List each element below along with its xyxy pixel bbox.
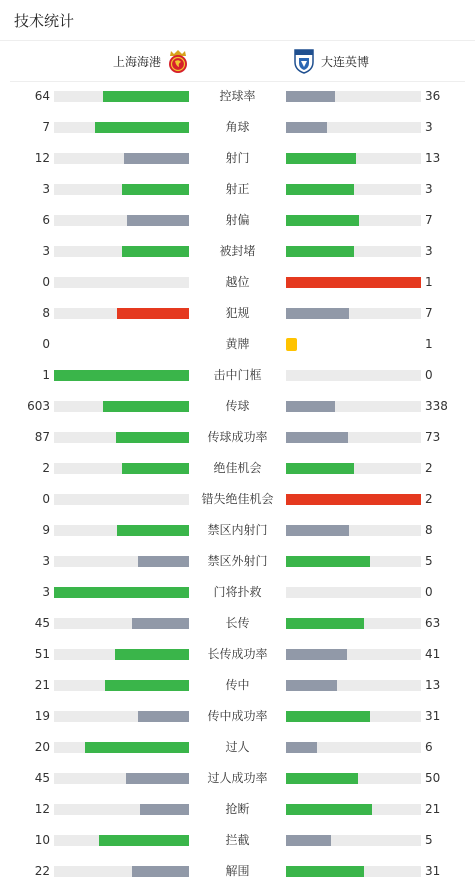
away-bar-track [286,215,421,226]
home-value: 21 [34,678,50,692]
away-bar-fill [286,680,337,691]
home-value: 19 [34,709,50,723]
home-bar-track [54,711,189,722]
stat-label: 过人成功率 [207,771,268,785]
home-value: 3 [42,244,50,258]
away-bar-track [286,184,421,195]
stat-label: 传中成功率 [207,709,268,723]
away-bar-fill [286,246,354,257]
away-bar-track [286,587,421,598]
home-value: 45 [34,771,50,785]
stat-row [0,112,475,143]
away-bar-fill [286,494,421,505]
away-bar-track [286,153,421,164]
home-bar-fill [126,773,189,784]
stats-list [0,81,475,887]
stat-label: 绝佳机会 [213,461,262,475]
away-value: 31 [425,864,441,878]
stat-label: 击中门框 [213,368,262,382]
home-bar-track [54,401,189,412]
away-value: 6 [425,740,433,754]
home-value: 87 [34,430,50,444]
away-bar-fill [286,463,354,474]
stat-row [0,143,475,174]
home-bar-track [54,463,189,474]
home-bar-track [54,525,189,536]
home-bar-track [54,649,189,660]
home-bar-track [54,91,189,102]
away-value: 21 [425,802,441,816]
away-bar-track [286,91,421,102]
away-value: 73 [425,430,441,444]
home-bar-track [54,122,189,133]
home-bar-fill [132,618,189,629]
stat-row [0,515,475,546]
stat-row [0,81,475,112]
away-value: 7 [425,213,433,227]
stat-label: 射门 [225,151,250,165]
away-bar-fill [286,215,359,226]
stat-label: 角球 [225,120,250,134]
away-value: 5 [425,833,433,847]
away-value: 5 [425,554,433,568]
away-bar-track [286,277,421,288]
away-bar-track [286,370,421,381]
home-value: 0 [42,492,50,506]
stat-row [0,484,475,515]
home-team-name: 上海海港 [112,54,161,69]
stat-label: 禁区内射门 [207,523,268,537]
away-bar-track [286,680,421,691]
home-value: 9 [42,523,50,537]
home-bar-track [54,742,189,753]
home-bar-track [54,556,189,567]
away-bar-track [286,835,421,846]
away-bar-track [286,525,421,536]
stat-label: 长传 [225,616,250,630]
stat-label: 被封堵 [219,244,256,258]
home-bar-track [54,308,189,319]
away-bar-track [286,742,421,753]
home-bar-fill [54,370,189,381]
away-value: 41 [425,647,441,661]
away-bar-track [286,618,421,629]
home-value: 45 [34,616,50,630]
away-value: 0 [425,368,433,382]
away-value: 63 [425,616,441,630]
away-bar-fill [286,122,327,133]
away-bar-fill [286,153,356,164]
away-bar-fill [286,835,331,846]
away-bar-track [286,246,421,257]
away-team-name: 大连英博 [321,54,370,69]
home-bar-fill [85,742,189,753]
stat-row [0,360,475,391]
home-bar-fill [138,711,189,722]
stat-row [0,701,475,732]
home-bar-fill [103,401,189,412]
stat-label: 长传成功率 [207,647,268,661]
away-bar-fill [286,91,335,102]
stat-row [0,205,475,236]
home-value: 12 [34,151,50,165]
home-bar-fill [103,91,189,102]
home-value: 64 [34,89,50,103]
home-value: 51 [34,647,50,661]
away-bar-track [286,463,421,474]
away-bar-fill [286,773,358,784]
home-value: 7 [42,120,50,134]
stat-row [0,577,475,608]
stat-row [0,453,475,484]
home-bar-fill [122,246,190,257]
away-yellow-card-icon [286,338,297,351]
teams-bar [10,41,465,82]
home-value: 20 [34,740,50,754]
away-bar-fill [286,184,354,195]
stat-label: 黄牌 [225,337,250,351]
home-bar-track [54,370,189,381]
home-value: 3 [42,182,50,196]
away-value: 2 [425,492,433,506]
home-bar-track [54,432,189,443]
stat-label: 禁区外射门 [207,554,268,568]
home-bar-track [54,184,189,195]
stat-row [0,546,475,577]
away-team-logo-icon [293,48,315,74]
away-bar-fill [286,711,370,722]
home-bar-track [54,277,189,288]
stat-row [0,794,475,825]
home-value: 10 [34,833,50,847]
away-bar-fill [286,525,349,536]
home-bar-fill [138,556,189,567]
home-bar-fill [122,184,190,195]
home-team [113,41,189,81]
stat-label: 抢断 [225,802,250,816]
away-bar-fill [286,804,372,815]
stat-row [0,856,475,887]
home-value: 6 [42,213,50,227]
home-bar-track [54,587,189,598]
stat-label: 传球 [225,399,250,413]
away-bar-fill [286,866,364,877]
stat-row [0,174,475,205]
home-bar-track [54,494,189,505]
away-bar-fill [286,277,421,288]
away-bar-fill [286,556,370,567]
away-bar-track [286,556,421,567]
stat-row [0,329,475,360]
home-value: 3 [42,585,50,599]
home-bar-fill [105,680,189,691]
away-value: 0 [425,585,433,599]
home-value: 603 [27,399,50,413]
home-bar-track [54,680,189,691]
home-bar-track [54,246,189,257]
stat-row [0,267,475,298]
home-value: 0 [42,275,50,289]
away-value: 36 [425,89,441,103]
away-bar-track [286,432,421,443]
home-bar-fill [132,866,189,877]
home-value: 1 [42,368,50,382]
stat-row [0,422,475,453]
stat-row [0,763,475,794]
away-bar-fill [286,432,348,443]
away-value: 31 [425,709,441,723]
stat-label: 射正 [225,182,250,196]
home-bar-fill [115,649,189,660]
stat-row [0,670,475,701]
stat-label: 拦截 [225,833,250,847]
home-value: 3 [42,554,50,568]
stat-row [0,639,475,670]
away-value: 3 [425,120,433,134]
away-bar-fill [286,401,335,412]
away-value: 3 [425,182,433,196]
stat-label: 越位 [225,275,250,289]
home-bar-track [54,215,189,226]
stat-row [0,236,475,267]
away-bar-fill [286,618,364,629]
home-bar-track [54,866,189,877]
home-value: 2 [42,461,50,475]
away-value: 1 [425,275,433,289]
away-bar-track [286,494,421,505]
home-bar-track [54,618,189,629]
stats-header [0,0,475,41]
page-title: 技术统计 [14,11,75,30]
away-bar-track [286,866,421,877]
stat-label: 传球成功率 [207,430,268,444]
away-value: 1 [425,337,433,351]
away-bar-fill [286,742,317,753]
away-value: 338 [425,399,448,413]
home-bar-fill [54,587,189,598]
away-value: 13 [425,678,441,692]
home-value: 8 [42,306,50,320]
home-bar-fill [124,153,189,164]
home-bar-fill [140,804,189,815]
away-value: 50 [425,771,441,785]
stat-label: 传中 [225,678,250,692]
home-value: 12 [34,802,50,816]
home-bar-fill [127,215,189,226]
home-bar-fill [116,432,189,443]
stat-label: 解围 [225,864,250,878]
away-value: 2 [425,461,433,475]
away-bar-track [286,711,421,722]
home-bar-track [54,835,189,846]
stat-row [0,391,475,422]
away-bar-fill [286,649,347,660]
away-value: 8 [425,523,433,537]
away-bar-track [286,773,421,784]
stat-row [0,825,475,856]
stat-label: 错失绝佳机会 [201,492,274,506]
away-value: 3 [425,244,433,258]
away-bar-fill [286,308,349,319]
away-bar-track [286,122,421,133]
away-team [293,41,369,81]
stat-label: 射偏 [225,213,250,227]
away-value: 13 [425,151,441,165]
home-bar-fill [117,308,189,319]
home-team-logo-icon [167,48,189,74]
home-bar-fill [122,463,190,474]
away-value: 7 [425,306,433,320]
away-bar-track [286,401,421,412]
home-value: 0 [42,337,50,351]
home-bar-track [54,773,189,784]
away-bar-track [286,804,421,815]
stat-row [0,298,475,329]
stat-label: 过人 [225,740,250,754]
home-bar-fill [99,835,189,846]
stat-label: 控球率 [219,89,256,103]
stat-row [0,608,475,639]
home-bar-track [54,804,189,815]
stat-label: 门将扑救 [213,585,262,599]
stat-row [0,732,475,763]
home-bar-fill [117,525,189,536]
home-bar-fill [95,122,190,133]
away-bar-track [286,649,421,660]
stat-label: 犯规 [225,306,250,320]
home-value: 22 [34,864,50,878]
away-bar-track [286,308,421,319]
home-bar-track [54,153,189,164]
